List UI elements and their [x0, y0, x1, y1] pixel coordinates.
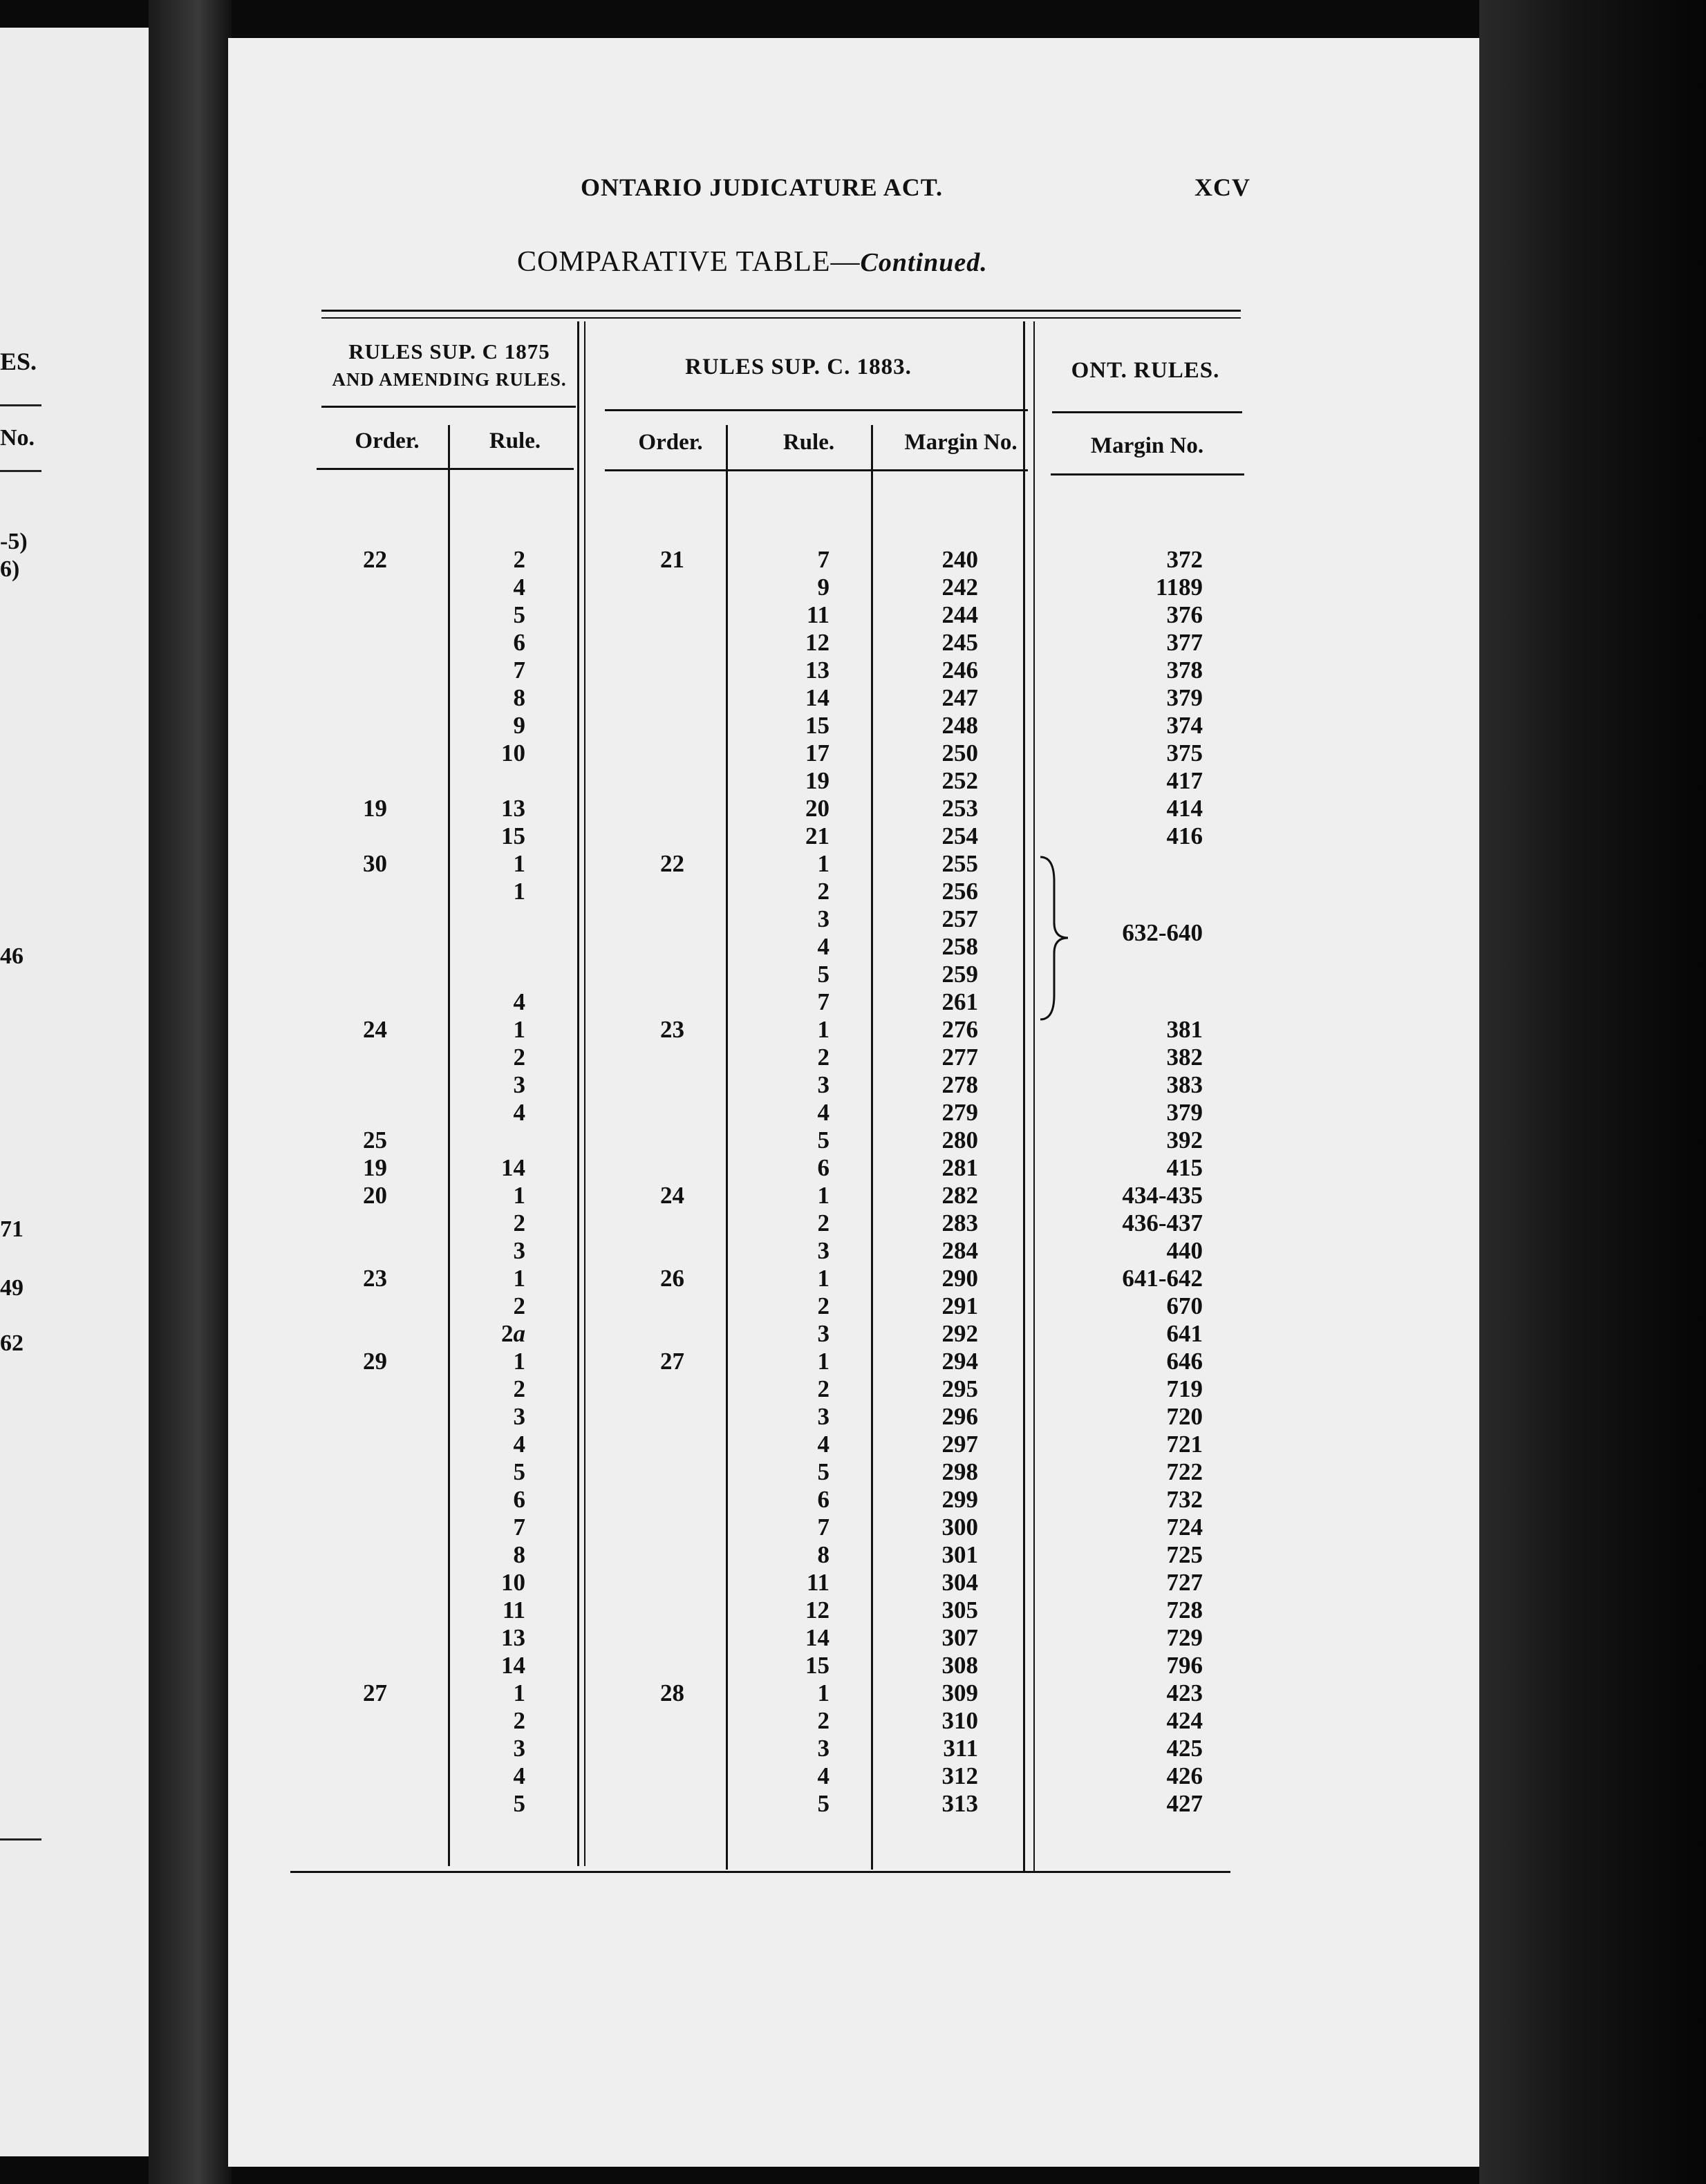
cell-margin-ont: 670 [1166, 1292, 1203, 1319]
cell-rule-1875: 1 [513, 1265, 525, 1292]
cell-rule-1875: 4 [513, 988, 525, 1015]
cell-margin-ont: 646 [1166, 1348, 1203, 1375]
cell-rule-1883: 1 [817, 1016, 829, 1043]
cell-margin-1883: 246 [941, 657, 978, 684]
group-header-1875-line2: AND AMENDING RULES. [332, 369, 567, 390]
cell-rule-1883: 5 [817, 1790, 829, 1817]
cell-margin-1883: 245 [941, 629, 978, 656]
cell-margin-ont: 725 [1166, 1541, 1203, 1568]
group-header-1883: RULES SUP. C. 1883. [685, 355, 912, 379]
cell-margin-1883: 279 [941, 1099, 978, 1126]
group-rule [321, 406, 576, 408]
cell-margin-1883: 280 [941, 1127, 978, 1154]
cell-margin-1883: 276 [941, 1016, 978, 1043]
column-rule [871, 425, 873, 1870]
cell-rule-1875: 7 [513, 657, 525, 684]
table-title-continued: Continued. [860, 248, 988, 277]
cell-rule-1875: 2 [513, 1375, 525, 1402]
col-header-margin-ont: Margin No. [1090, 433, 1204, 458]
cell-rule-1883: 11 [806, 601, 829, 628]
cell-margin-1883: 307 [941, 1624, 978, 1651]
cell-margin-1883: 259 [941, 961, 978, 988]
cell-order-1875: 27 [363, 1679, 387, 1706]
cell-margin-ont: 796 [1166, 1652, 1203, 1679]
cell-rule-1875: 10 [501, 1569, 525, 1596]
cell-margin-1883: 256 [941, 878, 978, 905]
column-rule [726, 425, 728, 1870]
group-divider-inner [584, 321, 585, 1866]
facing-fragment: 6) [0, 556, 20, 582]
group-header-1875-line1: RULES SUP. C 1875 [348, 339, 550, 364]
cell-margin-1883: 308 [941, 1652, 978, 1679]
facing-page-fragment [0, 28, 149, 2156]
cell-margin-1883: 304 [941, 1569, 978, 1596]
cell-rule-1883: 17 [805, 740, 829, 766]
cell-order-1875: 23 [363, 1265, 387, 1292]
running-title: ONTARIO JUDICATURE ACT. [581, 173, 944, 201]
cell-rule-1875: 1 [513, 850, 525, 877]
cell-rule-1883: 15 [805, 1652, 829, 1679]
cell-rule-1883: 7 [817, 546, 829, 573]
cell-rule-1883: 2 [817, 878, 829, 905]
cell-margin-1883: 294 [941, 1348, 978, 1375]
group-header-ont: ONT. RULES. [1071, 358, 1220, 383]
col-header-order-1875: Order. [355, 429, 420, 453]
group-divider [1023, 321, 1025, 1873]
cell-margin-ont: 378 [1166, 657, 1203, 684]
cell-rule-1875: 8 [513, 684, 525, 711]
cell-rule-1875: 3 [513, 1071, 525, 1098]
column-rule [448, 425, 450, 1866]
cell-margin-ont: 720 [1166, 1403, 1203, 1430]
cell-rule-1875: 10 [501, 740, 525, 766]
cell-margin-1883: 283 [941, 1209, 978, 1236]
cell-order-1875: 22 [363, 546, 387, 573]
cell-rule-1883: 3 [817, 905, 829, 932]
cell-margin-1883: 305 [941, 1597, 978, 1623]
col-header-order-1883: Order. [638, 430, 703, 455]
cell-rule-1875: 5 [513, 1790, 525, 1817]
cell-margin-1883: 295 [941, 1375, 978, 1402]
cell-margin-1883: 310 [941, 1707, 978, 1734]
cell-margin-1883: 312 [941, 1762, 978, 1789]
facing-fragment: 49 [0, 1275, 24, 1301]
cell-rule-1883: 2 [817, 1707, 829, 1734]
cell-rule-1875: 9 [513, 712, 525, 739]
brace-mark [1033, 854, 1075, 1023]
group-rule [1052, 411, 1242, 413]
cell-order-1875: 19 [363, 1154, 387, 1181]
scan-edge-shadow [1479, 0, 1706, 2184]
book-gutter [149, 0, 232, 2184]
cell-margin-1883: 291 [941, 1292, 978, 1319]
cell-margin-ont: 440 [1166, 1237, 1203, 1264]
cell-margin-1883: 255 [941, 850, 978, 877]
cell-rule-1883: 3 [817, 1403, 829, 1430]
cell-margin-ont: 728 [1166, 1597, 1203, 1623]
cell-margin-ont: 423 [1166, 1679, 1203, 1706]
facing-rule [0, 404, 41, 406]
cell-rule-1883: 5 [817, 1458, 829, 1485]
cell-order-1875: 25 [363, 1127, 387, 1154]
cell-order-1875: 29 [363, 1348, 387, 1375]
cell-margin-1883: 254 [941, 822, 978, 849]
cell-margin-ont: 424 [1166, 1707, 1203, 1734]
cell-order-1875: 24 [363, 1016, 387, 1043]
cell-rule-1883: 4 [817, 933, 829, 960]
cell-margin-1883: 248 [941, 712, 978, 739]
cell-margin-ont: 425 [1166, 1735, 1203, 1762]
cell-rule-1875: 1 [513, 1679, 525, 1706]
cell-margin-1883: 261 [941, 988, 978, 1015]
cell-order-1875: 19 [363, 795, 387, 822]
cell-rule-1883: 6 [817, 1154, 829, 1181]
cell-rule-1875: 13 [501, 795, 525, 822]
facing-fragment: 71 [0, 1216, 24, 1242]
cell-margin-1883: 252 [941, 767, 978, 794]
cell-rule-1875: 4 [513, 1099, 525, 1126]
cell-margin-1883: 297 [941, 1431, 978, 1458]
cell-rule-1883: 4 [817, 1099, 829, 1126]
col-header-rule-1875: Rule. [489, 429, 541, 453]
group-divider [577, 321, 579, 1866]
cell-rule-1875: 1 [513, 1016, 525, 1043]
cell-rule-1875: 2 [513, 1209, 525, 1236]
cell-rule-1883: 14 [805, 1624, 829, 1651]
cell-rule-1875: 8 [513, 1541, 525, 1568]
column-margin-1883 [916, 546, 978, 1818]
cell-rule-1883: 3 [817, 1320, 829, 1347]
cell-margin-1883: 277 [941, 1044, 978, 1071]
cell-rule-1883: 20 [805, 795, 829, 822]
cell-rule-1875: 3 [513, 1735, 525, 1762]
facing-fragment: 62 [0, 1330, 24, 1356]
facing-rule [0, 1838, 41, 1841]
cell-order-1883: 24 [660, 1182, 684, 1209]
cell-rule-1883: 4 [817, 1431, 829, 1458]
column-rule-1883 [781, 546, 829, 1818]
cell-order-1883: 28 [660, 1679, 684, 1706]
cell-rule-1883: 2 [817, 1375, 829, 1402]
cell-margin-ont: 641 [1166, 1320, 1203, 1347]
cell-rule-1883: 1 [817, 1265, 829, 1292]
cell-margin-1883: 257 [941, 905, 978, 932]
facing-header: ES. [0, 348, 37, 375]
cell-rule-1883: 2 [817, 1292, 829, 1319]
cell-rule-1883: 1 [817, 850, 829, 877]
facing-rule [0, 470, 41, 472]
table-title-main: COMPARATIVE TABLE— [517, 246, 861, 278]
cell-margin-ont: 722 [1166, 1458, 1203, 1485]
cell-rule-1883: 11 [806, 1569, 829, 1596]
cell-margin-ont: 381 [1166, 1016, 1203, 1043]
cell-rule-1875: 1 [513, 878, 525, 905]
cell-rule-1883: 5 [817, 1127, 829, 1154]
cell-rule-1883: 12 [805, 1597, 829, 1623]
cell-margin-1883: 299 [941, 1486, 978, 1513]
cell-rule-1875: 14 [501, 1154, 525, 1181]
cell-order-1883: 23 [660, 1016, 684, 1043]
cell-rule-1883: 5 [817, 961, 829, 988]
group-rule [605, 409, 1028, 411]
cell-margin-ont: 382 [1166, 1044, 1203, 1071]
cell-margin-ont: 427 [1166, 1790, 1203, 1817]
cell-margin-ont: 392 [1166, 1127, 1203, 1154]
cell-rule-1883: 3 [817, 1071, 829, 1098]
cell-order-1875: 20 [363, 1182, 387, 1209]
table-title [517, 245, 988, 279]
header-rule [605, 469, 1028, 471]
cell-margin-1883: 258 [941, 933, 978, 960]
cell-margin-1883: 281 [941, 1154, 978, 1181]
cell-margin-1883: 309 [941, 1679, 978, 1706]
cell-margin-ont: 426 [1166, 1762, 1203, 1789]
cell-rule-1875: 5 [513, 1458, 525, 1485]
cell-margin-1883: 247 [941, 684, 978, 711]
cell-margin-ont: 416 [1166, 822, 1203, 849]
cell-order-1875: 30 [363, 850, 387, 877]
cell-rule-1875: 11 [502, 1597, 525, 1623]
cell-rule-1883: 1 [817, 1182, 829, 1209]
cell-margin-ont: 372 [1166, 546, 1203, 573]
cell-rule-1875: 1 [513, 1182, 525, 1209]
cell-margin-ont: 415 [1166, 1154, 1203, 1181]
cell-rule-1883: 1 [817, 1679, 829, 1706]
cell-margin-ont: 377 [1166, 629, 1203, 656]
facing-fragment: -5) [0, 529, 28, 554]
cell-rule-1883: 19 [805, 767, 829, 794]
cell-margin-1883: 244 [941, 601, 978, 628]
cell-margin-1883: 242 [941, 574, 978, 601]
cell-margin-ont: 375 [1166, 740, 1203, 766]
book-page [228, 38, 1479, 2167]
bottom-rule [290, 1871, 1230, 1873]
cell-rule-1875: 2 [513, 1707, 525, 1734]
col-header-rule-1883: Rule. [782, 430, 835, 455]
cell-margin-ont: 729 [1166, 1624, 1203, 1651]
cell-margin-ont: 414 [1166, 795, 1203, 822]
cell-margin-ont: 641-642 [1122, 1265, 1203, 1292]
cell-margin-1883: 284 [941, 1237, 978, 1264]
cell-rule-1875: 2 [513, 1044, 525, 1071]
cell-margin-1883: 292 [941, 1320, 978, 1347]
cell-margin-1883: 290 [941, 1265, 978, 1292]
cell-margin-1883: 278 [941, 1071, 978, 1098]
cell-rule-1875: 2 [513, 1292, 525, 1319]
cell-rule-1875: 1 [513, 1348, 525, 1375]
cell-rule-1883: 6 [817, 1486, 829, 1513]
cell-margin-1883: 253 [941, 795, 978, 822]
cell-rule-1875: 6 [513, 629, 525, 656]
cell-rule-1875: 4 [513, 574, 525, 601]
cell-margin-1883: 296 [941, 1403, 978, 1430]
cell-rule-1875: 2a [501, 1320, 525, 1347]
group-divider-inner [1033, 321, 1035, 1873]
cell-rule-1883: 12 [805, 629, 829, 656]
cell-rule-1883: 9 [817, 574, 829, 601]
cell-margin-1883: 298 [941, 1458, 978, 1485]
cell-margin-1883: 311 [943, 1735, 978, 1762]
cell-rule-1883: 3 [817, 1735, 829, 1762]
cell-margin-ont: 1189 [1155, 574, 1203, 601]
header-rule [1051, 473, 1244, 476]
cell-margin-ont: 376 [1166, 601, 1203, 628]
cell-margin-ont: 721 [1166, 1431, 1203, 1458]
cell-order-1883: 22 [660, 850, 684, 877]
cell-margin-ont: 732 [1166, 1486, 1203, 1513]
cell-margin-ont: 632-640 [1122, 919, 1203, 946]
cell-rule-1875: 5 [513, 601, 525, 628]
cell-rule-1883: 21 [805, 822, 829, 849]
cell-order-1883: 21 [660, 546, 684, 573]
cell-margin-ont: 436-437 [1122, 1209, 1203, 1236]
col-header-margin-1883: Margin No. [904, 430, 1018, 455]
cell-margin-ont: 379 [1166, 1099, 1203, 1126]
cell-rule-1875: 4 [513, 1431, 525, 1458]
cell-rule-1883: 2 [817, 1044, 829, 1071]
cell-margin-ont: 379 [1166, 684, 1203, 711]
cell-rule-1883: 1 [817, 1348, 829, 1375]
cell-margin-1883: 240 [941, 546, 978, 573]
cell-margin-1883: 300 [941, 1514, 978, 1541]
facing-fragment: 46 [0, 943, 24, 969]
cell-rule-1883: 13 [805, 657, 829, 684]
top-rule [321, 310, 1241, 312]
cell-rule-1883: 4 [817, 1762, 829, 1789]
cell-margin-ont: 417 [1166, 767, 1203, 794]
cell-margin-ont: 719 [1166, 1375, 1203, 1402]
cell-rule-1883: 14 [805, 684, 829, 711]
cell-margin-1883: 301 [941, 1541, 978, 1568]
cell-rule-1883: 2 [817, 1209, 829, 1236]
cell-margin-ont: 374 [1166, 712, 1203, 739]
cell-rule-1875: 6 [513, 1486, 525, 1513]
cell-margin-ont: 383 [1166, 1071, 1203, 1098]
cell-rule-1883: 7 [817, 1514, 829, 1541]
cell-rule-1883: 3 [817, 1237, 829, 1264]
cell-rule-1875: 7 [513, 1514, 525, 1541]
cell-rule-1875: 3 [513, 1403, 525, 1430]
cell-rule-1875: 13 [501, 1624, 525, 1651]
cell-rule-1875: 15 [501, 822, 525, 849]
header-rule [317, 468, 574, 470]
cell-rule-1875: 2 [513, 546, 525, 573]
facing-subheader: No. [0, 425, 35, 451]
cell-rule-1883: 7 [817, 988, 829, 1015]
cell-margin-ont: 727 [1166, 1569, 1203, 1596]
cell-rule-1875: 4 [513, 1762, 525, 1789]
cell-rule-1875: 3 [513, 1237, 525, 1264]
cell-rule-1875: 14 [501, 1652, 525, 1679]
page-number: XCV [1194, 173, 1250, 201]
cell-rule-1883: 15 [805, 712, 829, 739]
cell-margin-ont: 434-435 [1122, 1182, 1203, 1209]
cell-margin-1883: 313 [941, 1790, 978, 1817]
cell-margin-ont: 724 [1166, 1514, 1203, 1541]
top-rule-inner [321, 317, 1241, 319]
cell-margin-1883: 282 [941, 1182, 978, 1209]
cell-margin-1883: 250 [941, 740, 978, 766]
group-header-1875 [325, 338, 574, 393]
cell-order-1883: 26 [660, 1265, 684, 1292]
cell-order-1883: 27 [660, 1348, 684, 1375]
cell-rule-1883: 8 [817, 1541, 829, 1568]
